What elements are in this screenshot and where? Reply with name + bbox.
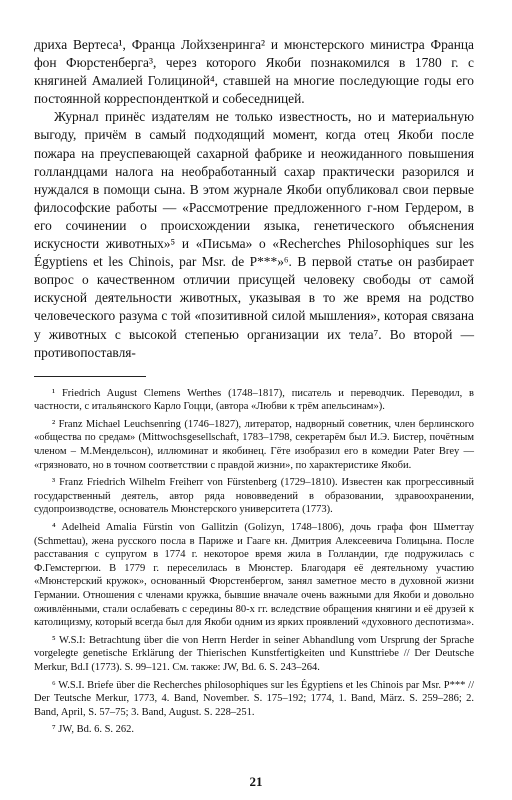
page-number: 21 <box>249 774 263 789</box>
page-content <box>34 36 474 741</box>
footnote-1: ¹ Friedrich August Clemens Werthes (1748–1817), писатель и переводчик. Переводил, в частности, с итальянского Карло Гоцци, (автора «Любви к трём апельсинам»). <box>34 387 474 413</box>
footnote-3: ³ Franz Friedrich Wilhelm Freiherr von Fürstenberg (1729–1810). Известен как прогрессивный государственный деятель, автор ряда нововведений в образовании, здравоохранении, судопроизводстве, основатель Мюнстерского университета (1773). <box>34 477 474 516</box>
footnotes <box>34 387 474 737</box>
footnote-5: ⁵ W.S.I: Betrachtung über die von Herrn Herder in seiner Abhandlung vom Ursprung der Sprache vorgelegte genetische Erklärung der Thierischen Kunstfertigkeiten und Kunsttriebe // Der Deutsche Merkur, Bd.I (1773). S. 99–121. См. также: JW, Bd. 6. S. 243–264. <box>34 634 474 673</box>
body-paragraph-2: Журнал принёс издателям не только известность, но и материальную выгоду, причём в самый подходящий момент, когда отец Якоби после пожара на преуспевающей сахарной фабрике и неожиданного повышения голландцами налога на необработанный сахар практически разорился и нуждался в помощи сына. В этом журнале Якоби опубликовал свои первые философские работы — «Рассмотрение предложенного г-ном Гердером, в его сочинении о происхождении языка, генетического объяснения искусности животных»⁵ и «Письма» о «Recherches Philosophiques sur les Égyptiens et les Chinois, par Msr. de P***»⁶. В первой статье он разбирает вопрос о качественном отличии присущей человеку свободы от самой искусной деятельности животных, указывая в то же время на родство человеческого разума с той «позитивной силой мышления», которая связана у животных с высокой степенью организации их тела⁷. Во второй — противопоставля- <box>34 109 474 360</box>
footnote-2: ² Franz Michael Leuchsenring (1746–1827), литератор, надворный советник, член берлинского «общества по средам» (Mittwochsgesellschaft, 1783–1798, секретарём был И.Э. Бистер, почётным членом – М.Мендельсон), иллюминат и якобинец. Гёте изобразил его в комедии Pater Brey — «грязновато, но в точном соответствии с правдой жизни», по характеристике Якоби. <box>34 418 474 471</box>
footnote-4: ⁴ Adelheid Amalia Fürstin von Gallitzin (Golizyn, 1748–1806), дочь графа фон Шметтау (Schmettau), жена русского посла в Париже и Гааге кн. Дмитрия Алексеевича Голицына. После расставания с супругом в 1774 г. некоторое время жила в Голландии, где подружилась с Ф.Гемстергюи. В 1779 г. переселилась в Мюнстер. Благодаря её деятельному участию «Мюнстерский кружок», основанный Фюрстенбергом, занял заметное место в духовной жизни Германии. Отношения с членами кружка, бывшие вначале очень важными для Якоби и довольно оживлёнными, стали ослабевать с середины 80-х гг. вследствие обращения княгини и её друзей к католицизму, который всегда был для Якоби одним из ярких проявлений «духовного деспотизма». <box>34 522 474 629</box>
footnote-7: ⁷ JW, Bd. 6. S. 262. <box>52 724 135 736</box>
footnote-separator <box>34 376 146 377</box>
footnote-6: ⁶ W.S.I. Briefe über die Recherches philosophiques sur les Égyptiens et les Chinois par Msr. P*** // Der Teutsche Merkur, 1773, 4. Band, November. S. 175–192; 1774, 1. Band, März. S. 259–286; 2. Band, April, S. 57–75; 3. Band, August. S. 228–251. <box>34 679 474 718</box>
body-paragraph-1: дриха Вертеса¹, Франца Лойхзенринга² и мюнстерского министра Франца фон Фюрстенберга³, через которого Якоби познакомился в 1780 г. с княгиней Амалией Голициной⁴, ставшей на многие последующие годы его постоянной корреспонденткой и собеседницей. <box>34 37 474 107</box>
